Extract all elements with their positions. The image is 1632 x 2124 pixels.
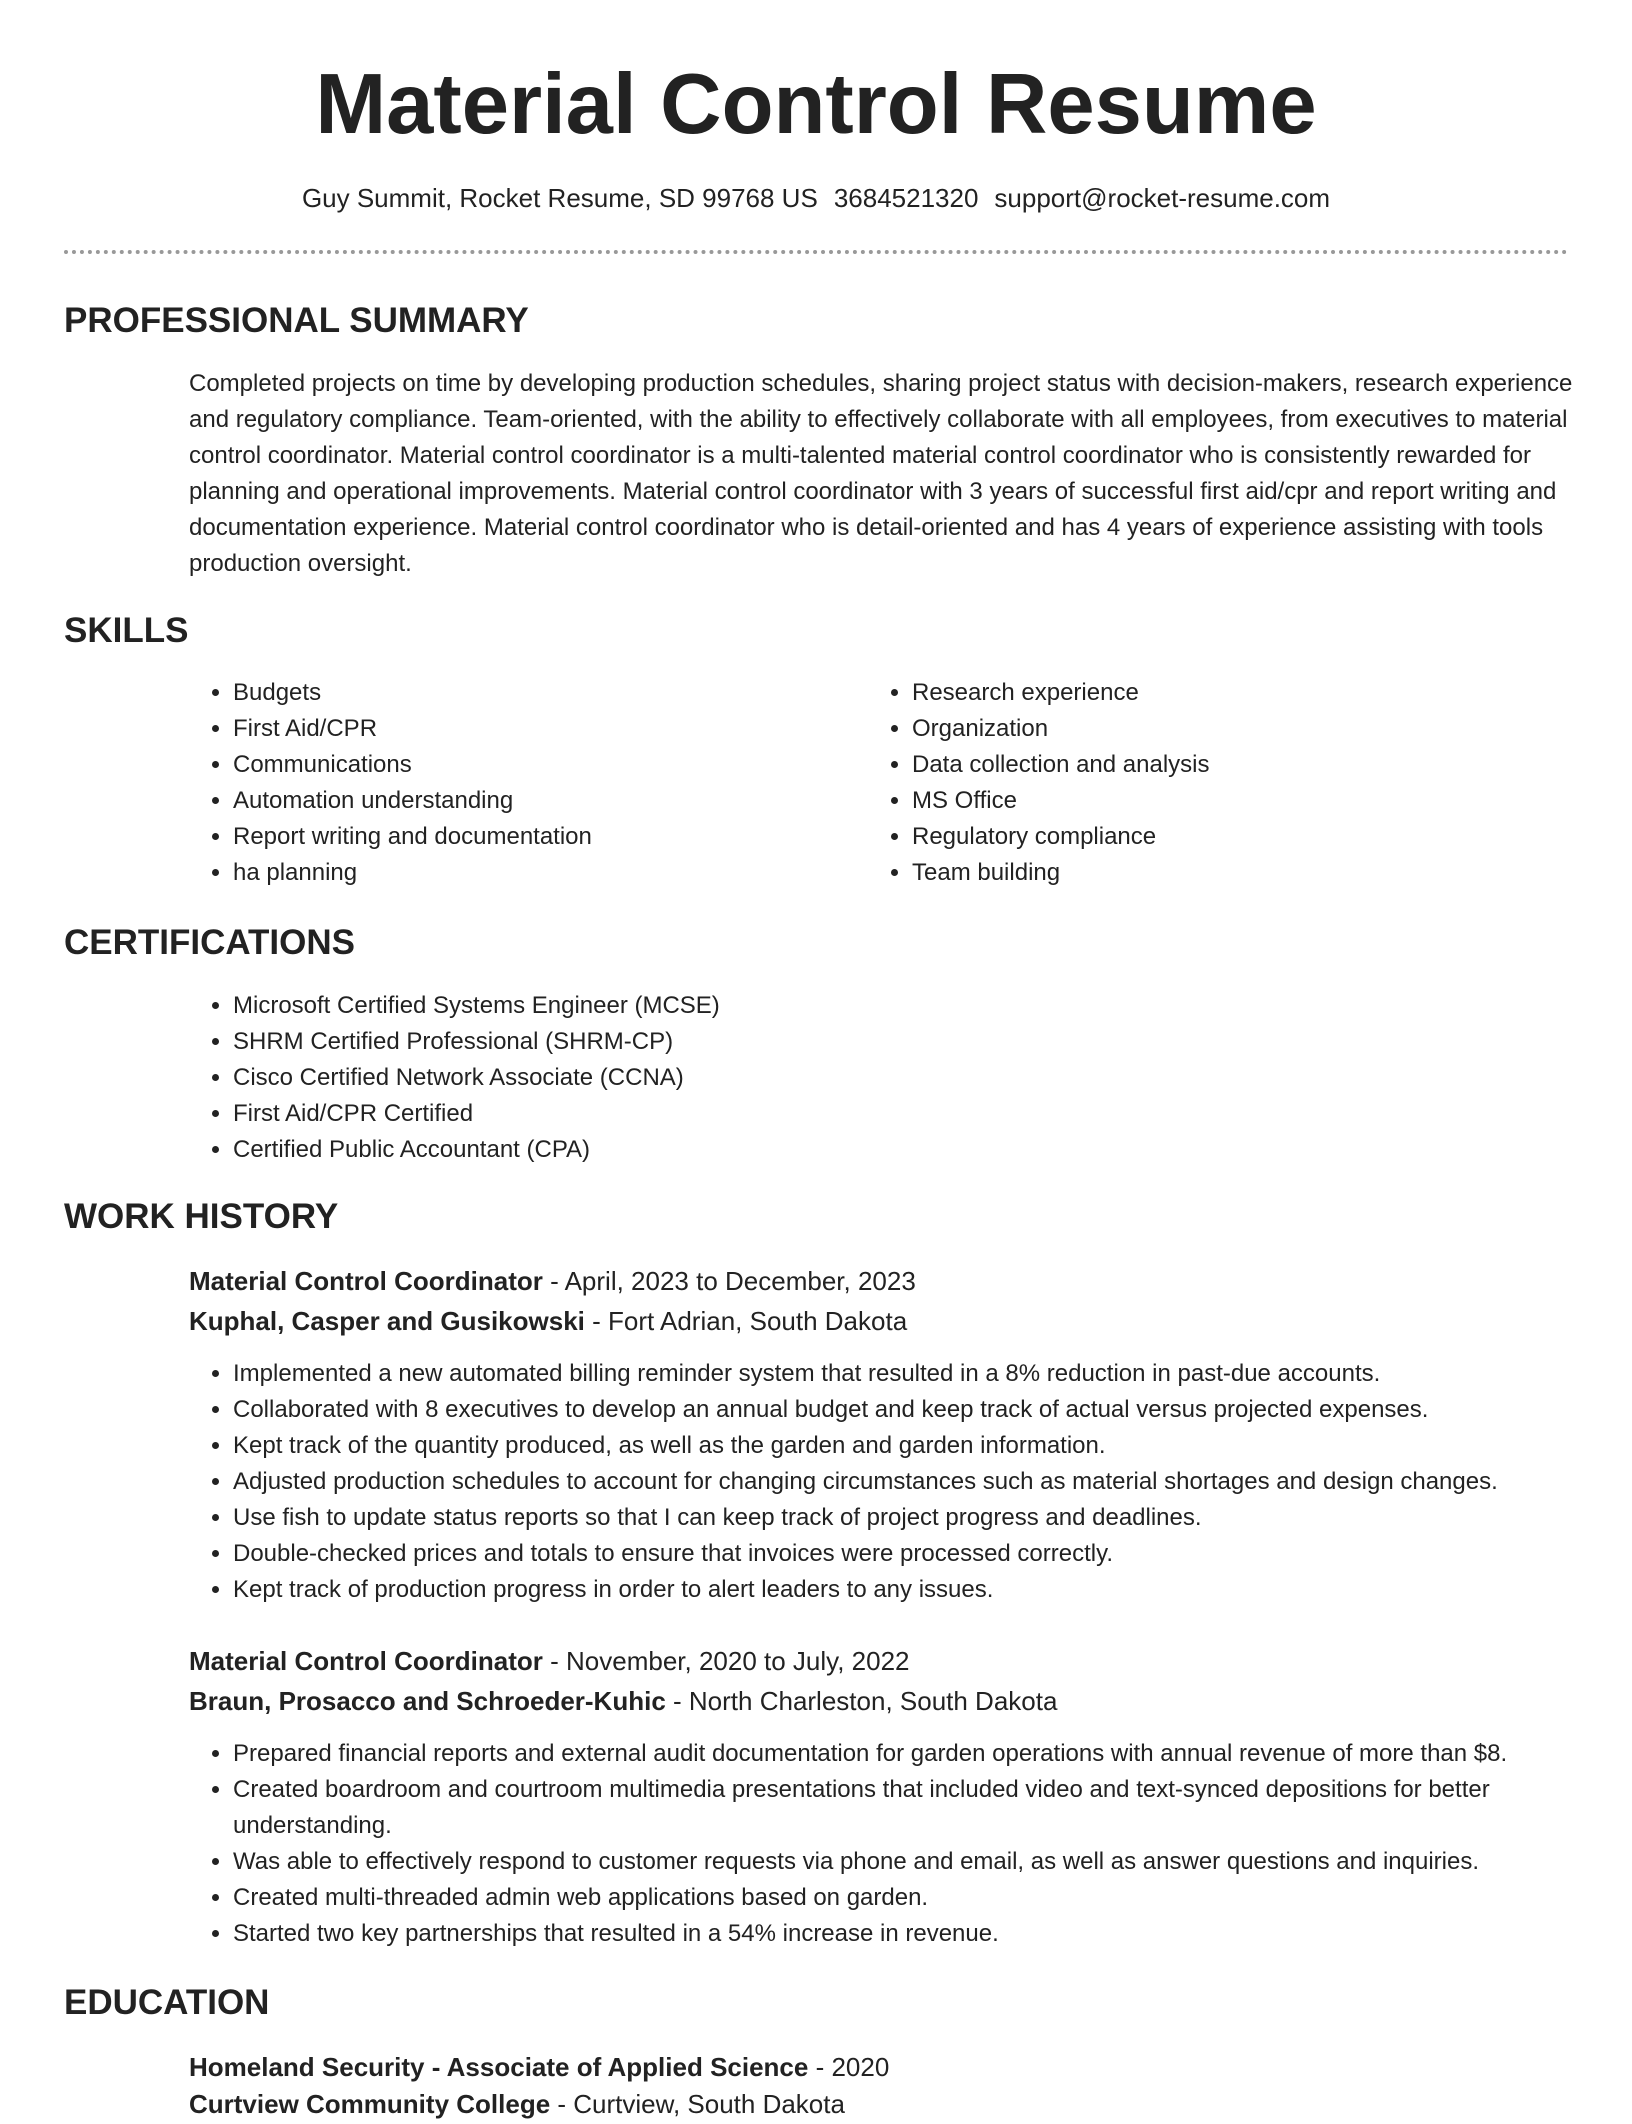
education-location: - Curtview, South Dakota <box>550 2089 845 2119</box>
contact-line <box>0 180 1632 216</box>
job-bullet: • Adjusted production schedules to account for changing circumstances such as material shortages and design changes. <box>233 1464 1632 1500</box>
contact-phone: 3684521320 <box>833 183 979 213</box>
job-bullet: • Was able to effectively respond to customer requests via phone and email, as well as answer questions and inquiries. <box>233 1844 1632 1880</box>
job-bullets <box>189 1736 1632 1952</box>
job-bullet: • Started two key partnerships that resulted in a 54% increase in revenue. <box>233 1916 1632 1952</box>
job-location: - North Charleston, South Dakota <box>665 1686 1058 1716</box>
job-bullet: • Kept track of production progress in order to alert leaders to any issues. <box>233 1572 1632 1608</box>
job-location: - Fort Adrian, South Dakota <box>584 1306 908 1336</box>
job-bullet: • Implemented a new automated billing reminder system that resulted in a 8% reduction in past-due accounts. <box>233 1356 1632 1392</box>
skills-heading: SKILLS <box>64 611 189 650</box>
skill-item: • Regulatory compliance <box>912 819 1552 855</box>
skills-list-left <box>189 675 853 891</box>
job-company: Kuphal, Casper and Gusikowski <box>189 1306 585 1336</box>
job-dates: - November, 2020 to July, 2022 <box>542 1646 910 1676</box>
job-bullet: • Double-checked prices and totals to ensure that invoices were processed correctly. <box>233 1536 1632 1572</box>
job-title-line <box>189 1641 910 1681</box>
certification-item: • Cisco Certified Network Associate (CCNA) <box>233 1060 1613 1096</box>
skill-item: • Organization <box>912 711 1552 747</box>
skill-item: • MS Office <box>912 783 1552 819</box>
job-bullets <box>189 1356 1632 1608</box>
job-company-line <box>189 1681 1057 1721</box>
skills-list-right <box>868 675 1552 891</box>
job-title: Material Control Coordinator <box>189 1266 543 1296</box>
skill-item: • ha planning <box>233 855 853 891</box>
certification-item: • First Aid/CPR Certified <box>233 1096 1613 1132</box>
skill-item: • Communications <box>233 747 853 783</box>
job-company: Braun, Prosacco and Schroeder-Kuhic <box>189 1686 666 1716</box>
education-school: Curtview Community College <box>189 2089 551 2119</box>
resume-title: Material Control Resume <box>315 57 1317 152</box>
certifications-heading: CERTIFICATIONS <box>64 923 356 962</box>
job-bullet: • Prepared financial reports and external audit documentation for garden operations with annual revenue of more than $8. <box>233 1736 1632 1772</box>
certification-item: • Certified Public Accountant (CPA) <box>233 1132 1613 1168</box>
work-history-heading: WORK HISTORY <box>64 1197 339 1236</box>
education-degree: Homeland Security - Associate of Applied Science <box>189 2052 809 2082</box>
job-company-line <box>189 1301 907 1341</box>
job-bullet: • Created multi-threaded admin web applications based on garden. <box>233 1880 1632 1916</box>
education-year: - 2020 <box>808 2052 890 2082</box>
skill-item: • First Aid/CPR <box>233 711 853 747</box>
contact-address: Guy Summit, Rocket Resume, SD 99768 US <box>301 183 818 213</box>
education-heading: EDUCATION <box>64 1983 270 2022</box>
job-title-line <box>189 1261 916 1301</box>
job-bullet: • Use fish to update status reports so that I can keep track of project progress and deadlines. <box>233 1500 1632 1536</box>
job-title: Material Control Coordinator <box>189 1646 543 1676</box>
job-bullet: • Collaborated with 8 executives to develop an annual budget and keep track of actual versus projected expenses. <box>233 1392 1632 1428</box>
skill-item: • Data collection and analysis <box>912 747 1552 783</box>
skill-item: • Automation understanding <box>233 783 853 819</box>
summary-text: Completed projects on time by developing production schedules, sharing project status with decision-makers, research experience and regulatory compliance. Team-oriented, with the ability to effectively collaborate with all employees, from executives to material control coordinator. Material control coordinator is a multi-talented material control coordinator who is consistently rewarded for planning and operational improvements. Material control coordinator with 3 years of successful first aid/cpr and report writing and documentation experience. Material control coordinator who is detail-oriented and has 4 years of experience assisting with tools production oversight. <box>189 370 1573 577</box>
certification-item: • SHRM Certified Professional (SHRM-CP) <box>233 1024 1613 1060</box>
job-dates: - April, 2023 to December, 2023 <box>542 1266 916 1296</box>
skill-item: • Report writing and documentation <box>233 819 853 855</box>
contact-email: support@rocket-resume.com <box>994 183 1331 213</box>
education-degree-line <box>189 2047 889 2087</box>
certification-item: • Microsoft Certified Systems Engineer (MCSE) <box>233 988 1613 1024</box>
summary-heading: PROFESSIONAL SUMMARY <box>64 301 529 340</box>
header-divider <box>64 250 1568 254</box>
job-bullet: • Kept track of the quantity produced, as well as the garden and garden information. <box>233 1428 1632 1464</box>
education-school-line <box>189 2084 845 2124</box>
skill-item: • Team building <box>912 855 1552 891</box>
certifications-list <box>189 988 1613 1168</box>
skill-item: • Research experience <box>912 675 1552 711</box>
skill-item: • Budgets <box>233 675 853 711</box>
job-bullet: • Created boardroom and courtroom multimedia presentations that included video and text-synced depositions for better understanding. <box>233 1772 1632 1844</box>
